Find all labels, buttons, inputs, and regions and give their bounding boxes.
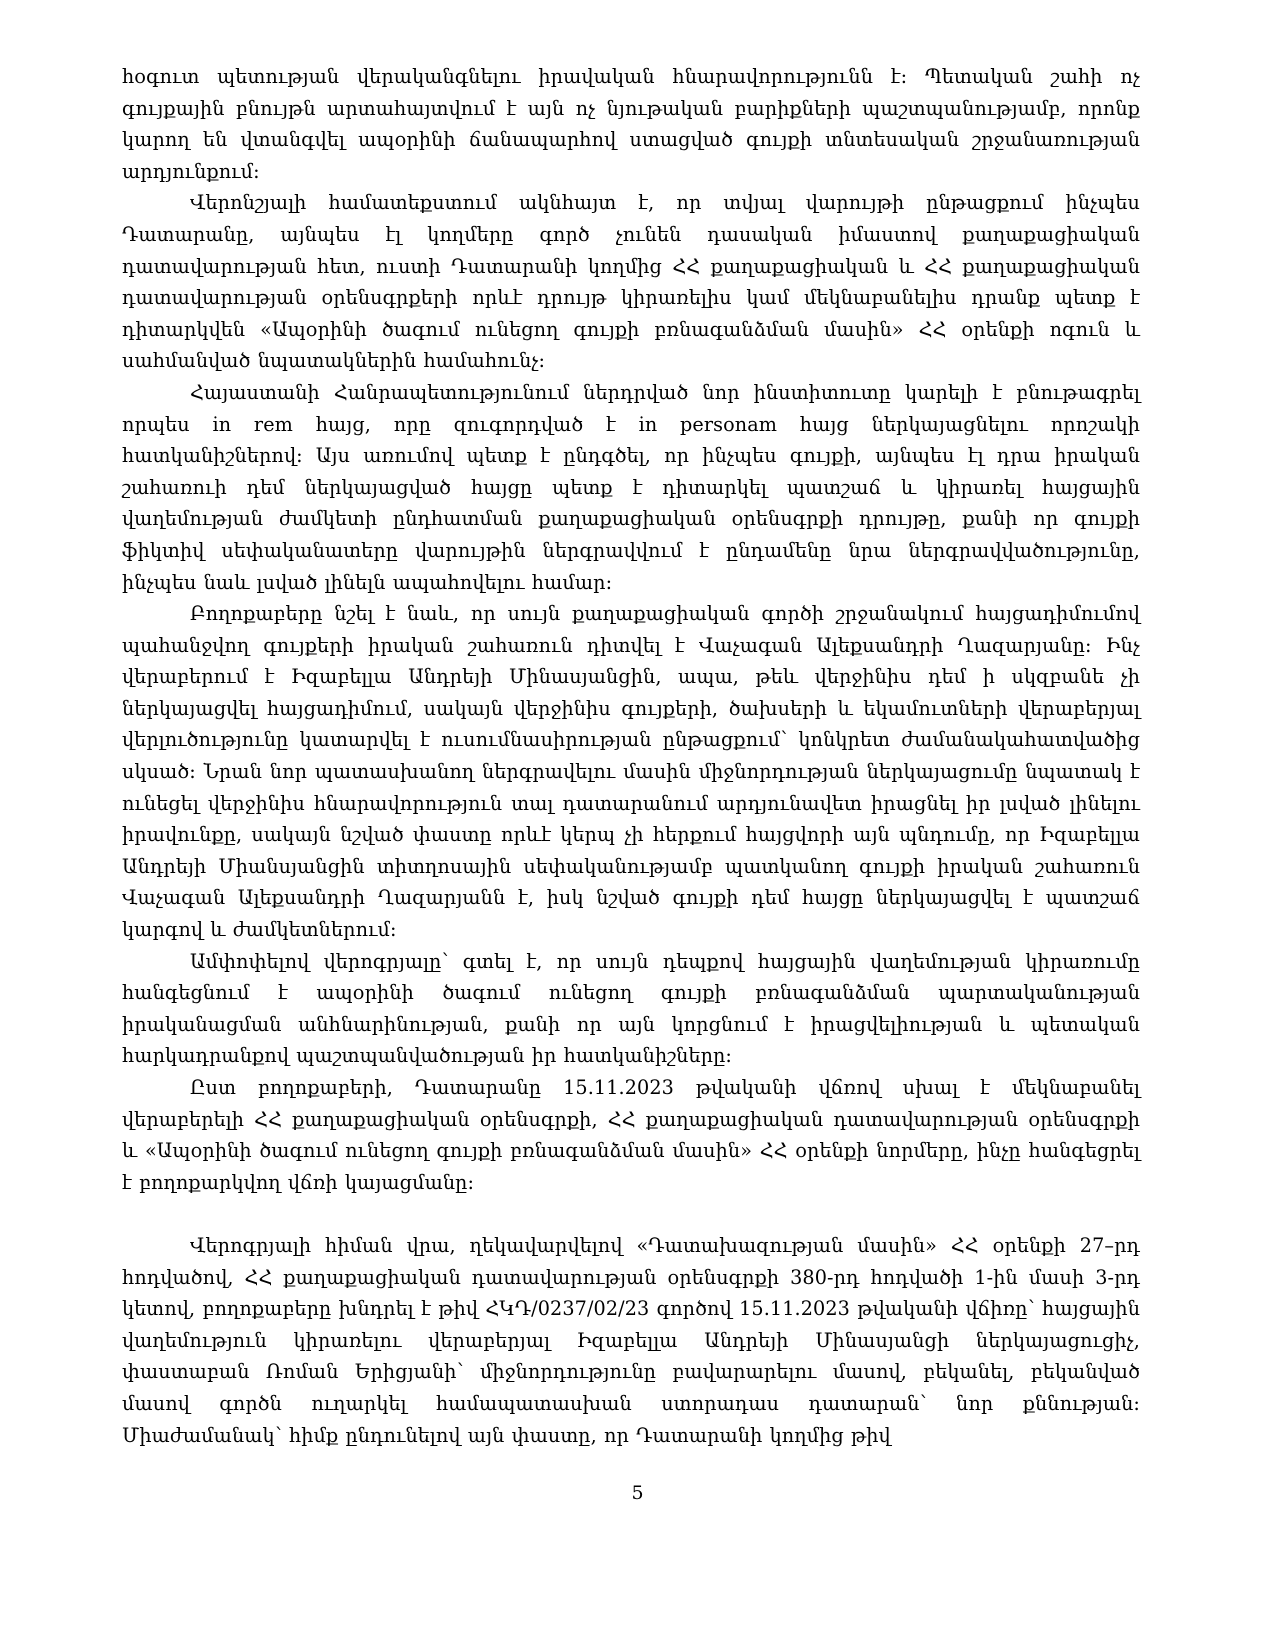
paragraph-3: Հայաստանի Հանրապետությունում ներդրված նոր ինստիտուտը կարելի է բնութագրել որպես in rem հայց, որը զուգորդված է in personam հայց ներկայացնելու որոշակի հատկանիշներով: Այս առումով պետք է ընդգծել, որ ինչպես գույքի, այնպես էլ դրա իրական շահառուի դեմ ներկայացված հայցը պետք է դիտարկել պատշաճ և կիրառել հայցային վաղեմության ժամկետի ընդհատման քաղաքացիական օրենսգրքի դրույթը, քանի որ գույքի ֆիկտիվ սեփականատերը վարույթին ներգրավվում է ընդամենը նրա ներգրավվածությունը, ինչպես նաև լսված լինելն ապահովելու համար:	[122, 380, 1140, 594]
paragraph-6: Ըստ բողոքաբերի, Դատարանը 15.11.2023 թվականի վճռով սխալ է մեկնաբանել վերաբերելի ՀՀ քաղաքացիական օրենսգրքի, ՀՀ քաղաքացիական դատավարության օրենսգրքի և «Ապօրինի ծագում ունեցող գույքի բռնագանձման մասին» ՀՀ օրենքի նորմերը, ինչը հանգեցրել է բողոքարկվող վճռի կայացմանը:	[122, 1076, 1140, 1194]
document-page	[122, 61, 1140, 1451]
paragraph-1: հօգուտ պետության վերականգնելու իրավական հնարավորությունն է: Պետական շահի ոչ գույքային բնույթն արտահայտվում է այն ոչ նյութական բարիքների պաշտպանությամբ, որոնք կարող են վտանգվել ապօրինի ճանապարհով ստացված գույքի տնտեսական շրջանառության արդյունքում:	[122, 65, 1140, 183]
paragraph-7: Վերոգրյալի հիման վրա, ղեկավարվելով «Դատախազության մասին» ՀՀ օրենքի 27–րդ հոդվածով, ՀՀ քաղաքացիական դատավարության օրենսգրքի 380-րդ հոդվածի 1-ին մասի 3-րդ կետով, բողոքաբերը խնդրել է թիվ ՀԿԴ/0237/02/23 գործով 15.11.2023 թվականի վճիռը՝ հայցային վաղեմություն կիրառելու վերաբերյալ Իզաբելլա Անդրեյի Մինասյանցի ներկայացուցիչ, փաստաբան Ռոման Երիցյանի՝ միջնորդությունը բավարարելու մասով, բեկանել, բեկանված մասով գործն ուղարկել համապատասխան ստորադաս դատարան՝ նոր քննության: Միաժամանակ՝ հիմք ընդունելով այն փաստը, որ Դատարանի կողմից թիվ	[122, 1233, 1140, 1447]
paragraph-5: Ամփոփելով վերոգրյալը՝ գտել է, որ սույն դեպքով հայցային վաղեմության կիրառումը հանգեցնում է ապօրինի ծագում ունեցող գույքի բռնագանձման պարտականության իրականացման անհնարինության, քանի որ այն կորցնում է իրացվելիության և պետական հարկադրանքով պաշտպանվածության իր հատկանիշները:	[122, 949, 1140, 1068]
paragraph-4: Բողոքաբերը նշել է նաև, որ սույն քաղաքացիական գործի շրջանակում հայցադիմումով պահանջվող գույքերի իրական շահառուն դիտվել է Վաչագան Ալեքսանդրի Ղազարյանը: Ինչ վերաբերում է Իզաբելլա Անդրեյի Մինասյանցին, ապա, թեև վերջինիս դեմ ի սկզբանե չի ներկայացվել հայցադիմում, սակայն վերջինիս գույքերի, ծախսերի և եկամուտների վերաբերյալ վերլուծությունը կատարվել է ուսումնասիրության ընթացքում՝ կոնկրետ ժամանակահատվածից սկսած: Նրան նոր պատասխանող ներգրավելու մասին միջնորդության ներկայացումը նպատակ է ունեցել վերջինիս հնարավորություն տալ դատարանում արդյունավետ իրացնել իր լսված լինելու իրավունքը, սակայն նշված փաստը որևէ կերպ չի հերքում հայցվորի այն պնդումը, որ Իզաբելլա Անդրեյի Միանսյանցին տիտղոսային սեփականությամբ պատկանող գույքի իրական շահառուն Վաչագան Ալեքսանդրի Ղազարյանն է, իսկ նշված գույքի դեմ հայցը ներկայացվել է պատշաճ կարգով և ժամկետներում:	[122, 602, 1140, 942]
paragraph-spacer	[122, 1198, 1140, 1230]
paragraph-2: Վերոնշյալի համատեքստում ակնհայտ է, որ տվյալ վարույթի ընթացքում ինչպես Դատարանը, այնպես էլ կողմերը գործ չունեն դասական իմաստով քաղաքացիական դատավարության հետ, ուստի Դատարանի կողմից ՀՀ քաղաքացիական և ՀՀ քաղաքացիական դատավարության օրենսգրքերի որևէ դրույթ կիրառելիս կամ մեկնաբանելիս դրանք պետք է դիտարկվեն «Ապօրինի ծագում ունեցող գույքի բռնագանձման մասին» ՀՀ օրենքի ոգուն և սահմանված նպատակներին համահունչ:	[122, 191, 1140, 373]
page-number: 5	[631, 1482, 644, 1504]
